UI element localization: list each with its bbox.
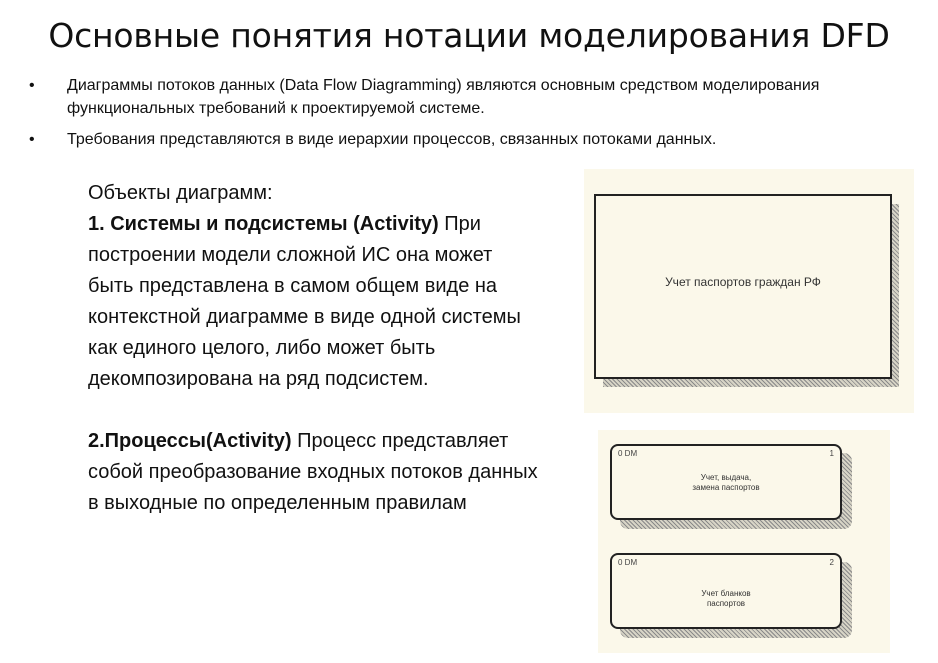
bullet-marker: • bbox=[29, 77, 35, 94]
context-activity-label: Учет паспортов граждан РФ bbox=[665, 274, 821, 289]
process-number: 1 bbox=[829, 449, 834, 458]
process-name bbox=[612, 473, 840, 493]
process-name-line: Учет, выдача, bbox=[700, 473, 752, 482]
item-systems bbox=[88, 209, 538, 395]
bullet-item bbox=[26, 128, 926, 151]
process-name-line: Учет бланков bbox=[701, 589, 751, 598]
process-box-frame bbox=[610, 444, 842, 520]
bullet-text: Требования представляются в виде иерархии процессов, связанных потоками данных. bbox=[67, 131, 717, 148]
spacer bbox=[88, 395, 538, 426]
bullet-marker: • bbox=[29, 131, 35, 148]
process-box-frame bbox=[610, 553, 842, 629]
item-systems-text: При построении модели сложной ИС она может быть представлена в самом общем виде на контекстной диаграмме в виде одной системы как единого целого, либо может быть декомпозирована на ряд подсистем. bbox=[88, 213, 521, 390]
process-number: 2 bbox=[829, 558, 834, 567]
process-name-line: замена паспортов bbox=[692, 483, 760, 492]
objects-description bbox=[88, 178, 538, 519]
process-diagram-figure bbox=[598, 430, 890, 653]
bullet-list bbox=[26, 74, 926, 159]
process-name bbox=[612, 589, 840, 609]
process-code: 0 DM bbox=[618, 558, 638, 567]
item-processes-text: Процесс представляет собой преобразование входных потоков данных в выходные по определенным правилам bbox=[88, 430, 538, 514]
slide-title: Основные понятия нотации моделирования DFD bbox=[48, 16, 890, 55]
item-processes bbox=[88, 426, 538, 519]
bullet-item bbox=[26, 74, 926, 120]
bullet-text: Диаграммы потоков данных (Data Flow Diagramming) являются основным средством моделирования функциональных требований к проектируемой системе. bbox=[67, 77, 820, 117]
item-processes-title: 2.Процессы(Activity) bbox=[88, 430, 292, 452]
process-name-line: паспортов bbox=[706, 599, 746, 608]
process-box-1 bbox=[610, 444, 842, 520]
process-code: 0 DM bbox=[618, 449, 638, 458]
item-systems-title: 1. Системы и подсистемы (Activity) bbox=[88, 213, 439, 235]
context-activity-box bbox=[594, 194, 892, 379]
context-diagram-figure bbox=[584, 169, 914, 413]
objects-heading: Объекты диаграмм: bbox=[88, 182, 273, 204]
process-box-2 bbox=[610, 553, 842, 629]
